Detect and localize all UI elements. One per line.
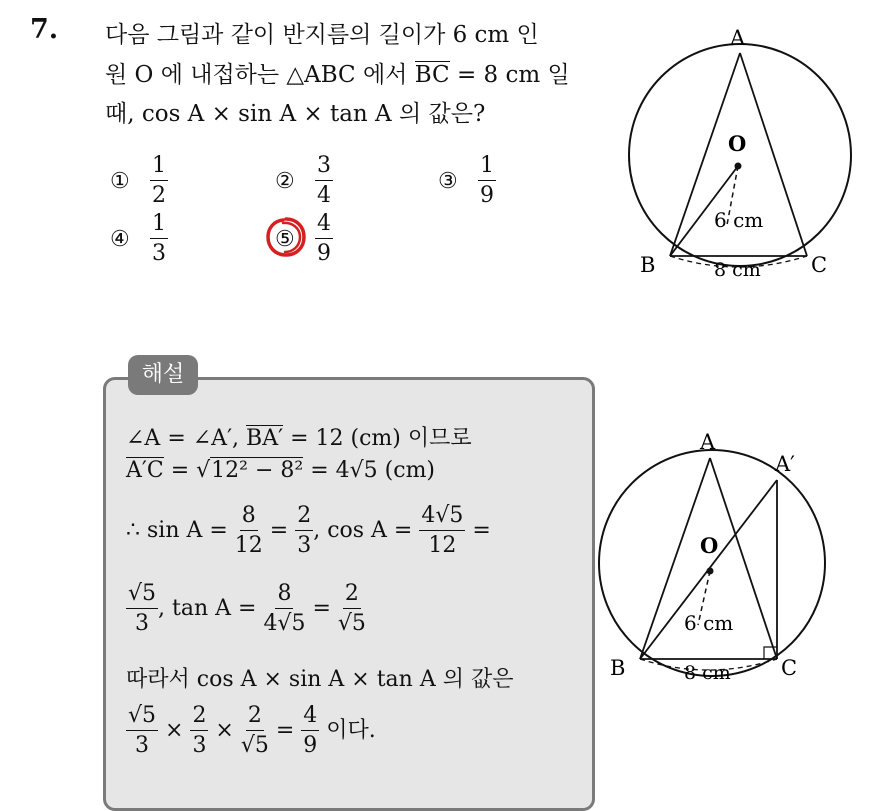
solution-line-3-c: , cos A = [313, 518, 420, 543]
label-c: C [781, 656, 798, 680]
label-chord: 8 cm [714, 259, 761, 281]
question-line-1: 다음 그림과 같이 반지름의 길이가 6 cm 인 [105, 22, 539, 48]
answer-mark-icon [264, 215, 308, 259]
label-radius: 6 cm [684, 611, 734, 635]
label-b: B [610, 656, 626, 680]
solution-line-2 [126, 458, 435, 483]
fraction-denominator: 3 [135, 611, 149, 636]
figure-1-diagram [610, 20, 870, 290]
times-sign-1: × [158, 718, 191, 743]
solution-line-6-end: 이다. [319, 718, 376, 743]
fraction-denominator: 3 [297, 533, 312, 558]
fraction-numerator: √5 [126, 705, 158, 731]
fraction-numerator: 2 [295, 505, 313, 531]
question-line-2 [105, 56, 570, 89]
label-radius: 6 cm [714, 208, 764, 232]
choice-4-mark: ④ [110, 227, 130, 252]
solution-line-1-b: = 12 (cm) 이므로 [283, 426, 472, 451]
choice-4-numerator: 1 [150, 213, 168, 239]
fraction-denominator: 4√5 [263, 611, 306, 636]
choice-4-denominator: 3 [152, 241, 166, 266]
choice-5-denominator: 9 [317, 241, 331, 266]
choice-3-fraction [478, 155, 496, 207]
equals-sign: = [268, 718, 302, 743]
solution-line-4-b: = [305, 596, 338, 621]
fraction-sin-a-simplified [295, 505, 313, 557]
fraction-denominator: √5 [240, 733, 269, 758]
choice-3-denominator: 9 [480, 183, 494, 208]
fraction-cos-a [419, 505, 465, 557]
solution-line-1-a: ∠A = ∠A′, [126, 426, 247, 451]
choice-2-mark: ② [275, 169, 295, 194]
label-o: O [700, 533, 719, 558]
question-line-3: 때, cos A × sin A × tan A 의 값은? [105, 101, 486, 127]
fraction-sin-a [235, 505, 263, 557]
question-line-2-tail: = 8 cm 일 [449, 62, 570, 88]
fraction-denominator: 12 [234, 533, 263, 558]
solution-line-4-a: , tan A = [158, 596, 264, 621]
label-a: A [700, 430, 716, 454]
circle-o [599, 450, 825, 676]
choice-4-fraction [150, 213, 168, 265]
choice-1-numerator: 1 [150, 155, 168, 181]
choice-1-fraction [150, 155, 168, 207]
fraction-tan-a-simplified [338, 583, 366, 635]
solution-line-6 [126, 705, 376, 757]
solution-line-3-a: ∴ sin A = [126, 518, 235, 543]
choice-3-numerator: 1 [478, 155, 496, 181]
choice-1-denominator: 2 [152, 183, 166, 208]
fraction-numerator: 2 [343, 583, 361, 609]
fraction-numerator: 4√5 [419, 505, 465, 531]
label-a: A [730, 26, 746, 50]
choice-5-fraction [315, 213, 333, 265]
label-o: O [728, 131, 747, 156]
solution-line-3 [126, 505, 491, 557]
label-c: C [811, 253, 828, 277]
fraction-numerator: 8 [275, 583, 293, 609]
solution-tag: 해설 [128, 355, 198, 395]
solution-line-5: 따라서 cos A × sin A × tan A 의 값은 [126, 667, 514, 692]
fraction-numerator: 4 [301, 705, 319, 731]
solution-radicand: 12² − 8² [211, 458, 304, 483]
fraction-numerator: √5 [126, 583, 158, 609]
choice-2-numerator: 3 [315, 155, 333, 181]
choice-5-numerator: 4 [315, 213, 333, 239]
times-sign-2: × [208, 718, 241, 743]
fraction-numerator: 8 [240, 505, 258, 531]
segment-a-prime-c: A′C [126, 458, 164, 483]
center-point [707, 568, 714, 575]
choice-2-fraction [315, 155, 333, 207]
label-b: B [640, 253, 656, 277]
solution-line-3-d: = [465, 518, 491, 543]
fraction-denominator: √5 [337, 611, 366, 636]
fraction-result [301, 705, 319, 757]
fraction-denominator: 3 [135, 733, 149, 758]
choice-2-denominator: 4 [317, 183, 331, 208]
figure-2-diagram [590, 425, 880, 695]
center-point [735, 163, 742, 170]
fraction-tan-a [263, 583, 305, 635]
choice-1-mark: ① [110, 169, 130, 194]
solution-line-2-b: = 4√5 (cm) [303, 458, 436, 483]
fraction-denominator: 9 [303, 733, 318, 758]
question-number: 7. [30, 14, 59, 45]
label-a-prime: A′ [775, 452, 795, 476]
fraction-denominator: 12 [428, 533, 457, 558]
segment-bc: BC [414, 62, 450, 88]
fraction-term-3 [241, 705, 269, 757]
choice-5-mark: ⑤ [275, 227, 295, 252]
fraction-denominator: 3 [192, 733, 207, 758]
choice-3-mark: ③ [438, 169, 458, 194]
fraction-numerator: 2 [190, 705, 208, 731]
question-line-2-text: 원 O 에 내접하는 △ABC 에서 [105, 62, 415, 88]
label-chord: 8 cm [684, 662, 731, 684]
solution-line-1 [126, 421, 472, 452]
solution-line-4 [126, 583, 366, 635]
solution-line-3-b: = [262, 518, 296, 543]
segment-ba-prime: BA′ [246, 426, 284, 451]
solution-line-2-a: = √ [163, 458, 211, 483]
fraction-term-2 [190, 705, 208, 757]
fraction-cos-a-simplified [126, 583, 158, 635]
fraction-numerator: 2 [246, 705, 264, 731]
fraction-term-1 [126, 705, 158, 757]
